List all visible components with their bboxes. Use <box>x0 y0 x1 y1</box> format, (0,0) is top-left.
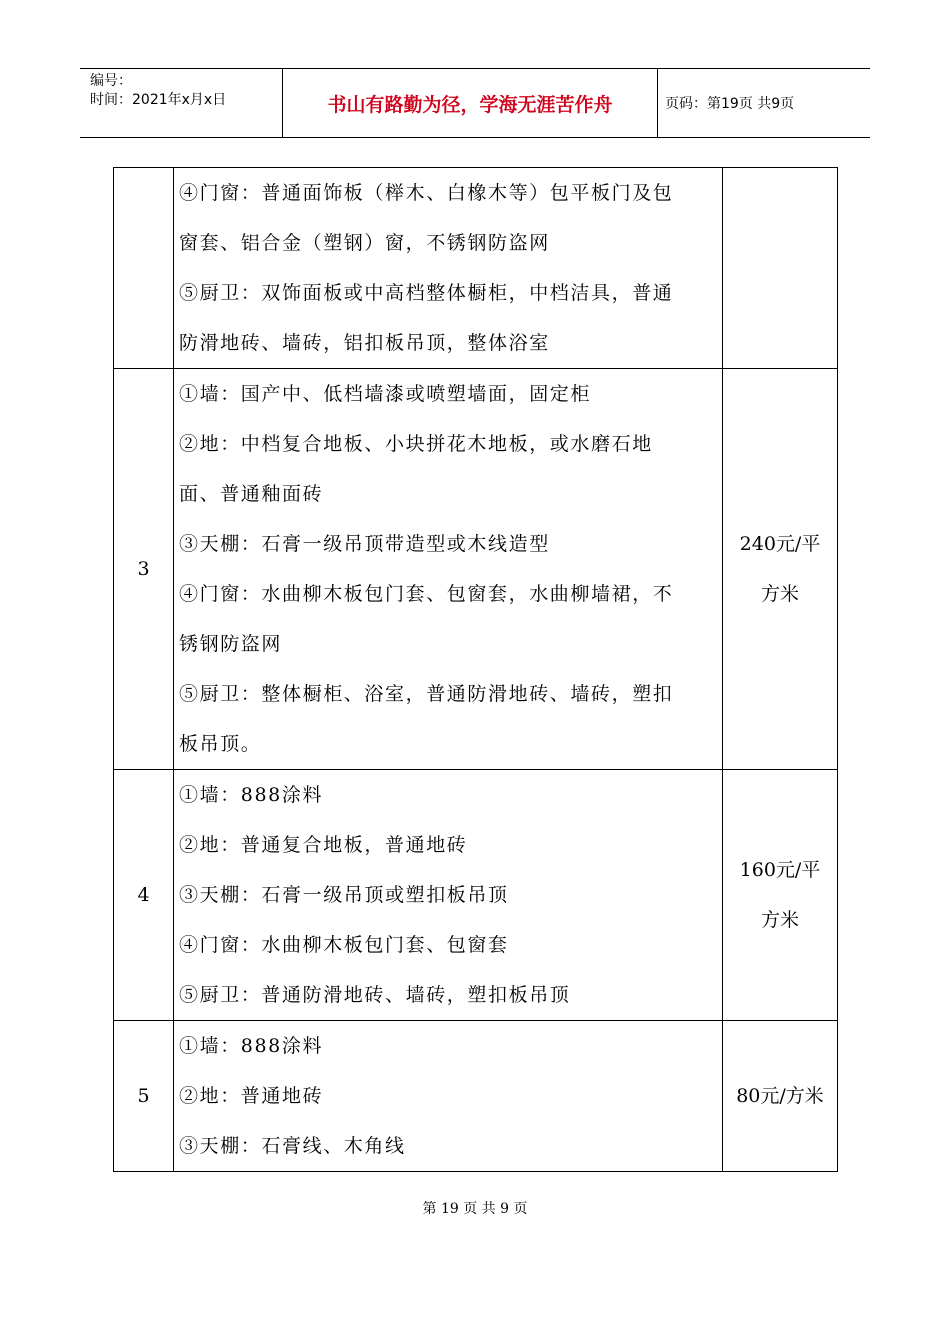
item-line: 锈钢防盗网 <box>179 633 283 655</box>
item-line: ①墙：国产中、低档墙漆或喷塑墙面，固定柜 <box>179 383 592 405</box>
header-page-code: 页码：第19页 共9页 <box>665 96 795 112</box>
price-line: 方米 <box>760 909 799 931</box>
header-meta <box>80 69 282 137</box>
date-label: 时间：2021年x月x日 <box>90 92 227 108</box>
item-line: ④门窗：普通面饰板（榉木、白橡木等）包平板门及包 <box>179 182 674 204</box>
item-line: ⑤厨卫：双饰面板或中高档整体橱柜，中档洁具，普通 <box>179 282 674 304</box>
item-line: ②地：普通复合地板，普通地砖 <box>179 834 468 856</box>
item-line: ③天棚：石膏一级吊顶或塑扣板吊顶 <box>179 884 509 906</box>
row-price <box>723 1021 838 1172</box>
row-price <box>723 369 838 770</box>
item-line: 板吊顶。 <box>179 733 262 755</box>
serial-label: 编号： <box>90 73 132 89</box>
item-line: ⑤厨卫：普通防滑地砖、墙砖，塑扣板吊顶 <box>179 984 571 1006</box>
table-row <box>114 168 838 369</box>
item-line: ②地：中档复合地板、小块拼花木地板，或水磨石地 <box>179 433 653 455</box>
row-items <box>174 770 723 1021</box>
item-line: 防滑地砖、墙砖，铝扣板吊顶，整体浴室 <box>179 332 550 354</box>
price-line: 240元/平 <box>739 533 821 555</box>
item-line: ⑤厨卫：整体橱柜、浴室，普通防滑地砖、墙砖，塑扣 <box>179 683 674 705</box>
price-line: 方米 <box>760 583 799 605</box>
item-line: ①墙：888涂料 <box>179 784 324 806</box>
row-number: 5 <box>114 1021 174 1172</box>
footer-page-text: 第 19 页 共 9 页 <box>422 1201 528 1217</box>
page-footer <box>0 1198 950 1218</box>
table-body <box>114 168 838 1172</box>
page-header <box>80 68 870 138</box>
row-number: 4 <box>114 770 174 1021</box>
item-line: ②地：普通地砖 <box>179 1085 324 1107</box>
price-line: 80元/方米 <box>736 1085 824 1107</box>
row-number <box>114 168 174 369</box>
row-number: 3 <box>114 369 174 770</box>
price-line: 160元/平 <box>739 859 821 881</box>
header-motto: 书山有路勤为径，学海无涯苦作舟 <box>282 69 658 137</box>
row-items <box>174 369 723 770</box>
table-row <box>114 770 838 1021</box>
item-line: ④门窗：水曲柳木板包门套、包窗套 <box>179 934 509 956</box>
decoration-standard-table <box>113 167 838 1172</box>
table-row <box>114 1021 838 1172</box>
row-items <box>174 1021 723 1172</box>
item-line: ③天棚：石膏一级吊顶带造型或木线造型 <box>179 533 550 555</box>
item-line: ①墙：888涂料 <box>179 1035 324 1057</box>
row-price <box>723 168 838 369</box>
row-price <box>723 770 838 1021</box>
item-line: 窗套、铝合金（塑钢）窗，不锈钢防盗网 <box>179 232 550 254</box>
item-line: ④门窗：水曲柳木板包门套、包窗套，水曲柳墙裙，不 <box>179 583 674 605</box>
row-items <box>174 168 723 369</box>
item-line: 面、普通釉面砖 <box>179 483 324 505</box>
item-line: ③天棚：石膏线、木角线 <box>179 1135 406 1157</box>
table-row <box>114 369 838 770</box>
